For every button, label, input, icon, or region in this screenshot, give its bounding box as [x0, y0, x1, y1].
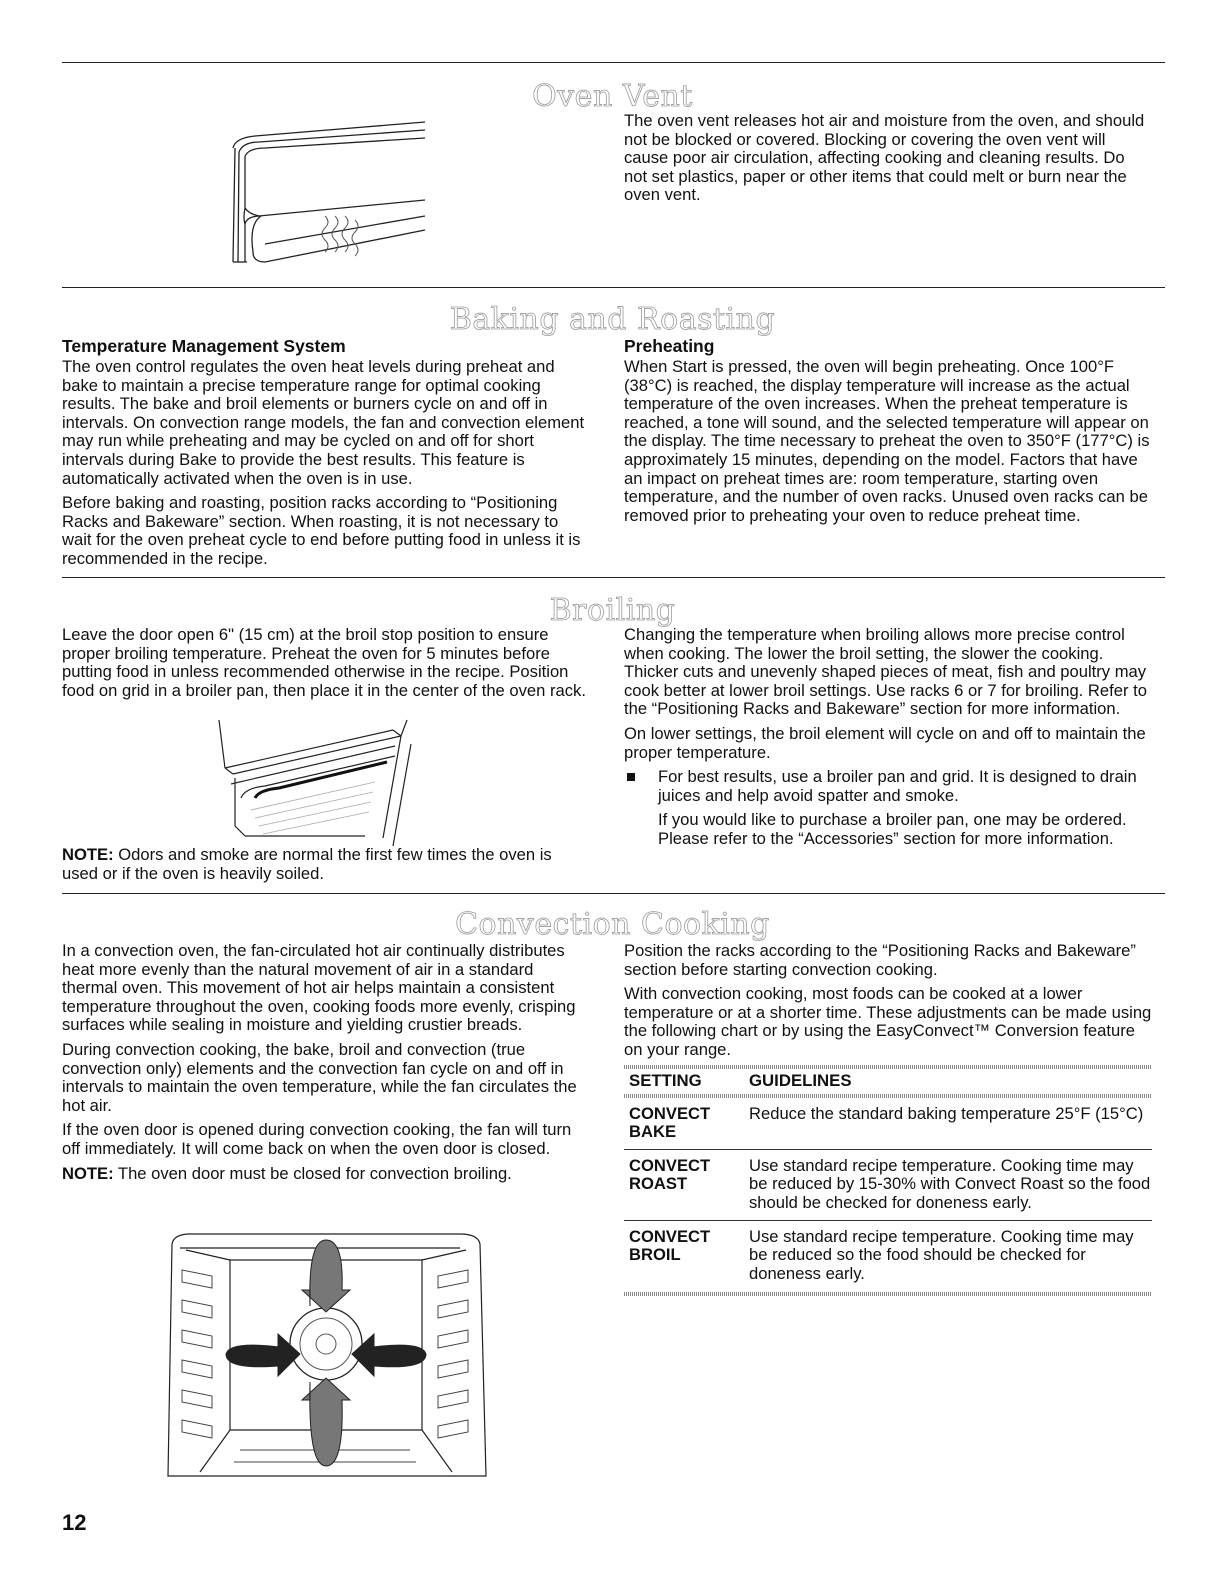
convection-note-paragraph — [62, 1165, 590, 1184]
convection-right-column — [624, 942, 1152, 1066]
baking-left-column — [62, 336, 590, 575]
broiling-note-label: NOTE: — [62, 845, 114, 864]
preheating-paragraph: When Start is pressed, the oven will begin preheating. Once 100°F (38°C) is reached, the display temperature will increase as the actual temperature of the oven increases. When the preheat temperature is reached, a tone will sound, and the selected temperature will appear on the display. The time necessary to preheat the oven to 350°F (177°C) is approximately 15 minutes, depending on the model. Factors that have an impact on preheat times are: room temperature, starting oven temperature, and the number of oven racks. Unused oven racks can be removed prior to preheating your oven to reduce preheat time. — [624, 357, 1150, 525]
convection-cooking-title: Convection Cooking — [455, 907, 770, 942]
top-rule — [62, 62, 1165, 63]
setting-cell — [624, 1105, 749, 1142]
broiler-pan-bullet-text: For best results, use a broiler pan and grid. It is designed to drain juices and help avoid spatter and smoke. — [658, 767, 1137, 805]
convection-right-paragraph-1: Position the racks according to the “Positioning Racks and Bakeware” section before starting convection cooking. — [624, 941, 1136, 979]
setting-cell — [624, 1228, 749, 1284]
setting-cell — [624, 1157, 749, 1213]
convection-guidelines-table — [624, 1065, 1152, 1296]
broiling-left-column — [62, 626, 590, 706]
broiling-note-paragraph — [62, 846, 590, 883]
setting-line-2: ROAST — [629, 1174, 688, 1194]
convection-left-column — [62, 942, 590, 1189]
baking-right-column — [624, 336, 1152, 531]
table-header-border — [624, 1094, 1152, 1098]
broiling-title: Broiling — [549, 593, 676, 628]
broiling-rule — [62, 577, 1165, 578]
tms-paragraph-1: The oven control regulates the oven heat levels during preheat and bake to maintain a precise temperature range for optimal cooking results. The bake and broil elements or burners cycle on and off in intervals. On convection range models, the fan and convection element may run while preheating and may be cycled on and off for short intervals during Bake to provide the best results. This feature is automatically activated when the oven is in use. — [62, 357, 585, 488]
broiling-right-paragraph-2: On lower settings, the broil element will cycle on and off to maintain the proper temperature. — [624, 723, 1146, 762]
oven-vent-title: Oven Vent — [532, 79, 693, 114]
guideline-cell: Use standard recipe temperature. Cooking time may be reduced by 15-30% with Convect Roast so the food should be checked for doneness early. — [749, 1155, 1151, 1212]
guideline-cell: Use standard recipe temperature. Cooking time may be reduced so the food should be checked for doneness early. — [749, 1226, 1134, 1283]
row-divider — [624, 1220, 1152, 1221]
oven-vent-illustration — [225, 112, 435, 272]
tms-heading: Temperature Management System — [62, 336, 346, 356]
table-bottom-border — [624, 1292, 1152, 1296]
convection-left-paragraph-3: If the oven door is opened during convection cooking, the fan will turn off immediately. It will come back on when the oven door is closed. — [62, 1120, 572, 1158]
page-number: 12 — [62, 1510, 87, 1535]
bullet-square-icon — [627, 773, 635, 781]
setting-line-1: CONVECT — [629, 1103, 711, 1123]
broiling-left-paragraph: Leave the door open 6" (15 cm) at the broil stop position to ensure proper broiling temperature. Preheat the oven for 5 minutes before putting food in unless recommended otherwise in the recipe. Position food on grid in a broiler pan, then place it in the center of the oven rack. — [62, 625, 586, 700]
setting-line-2: BAKE — [629, 1122, 677, 1142]
broiler-pan-order-text: If you would like to purchase a broiler pan, one may be ordered. Please refer to the “Accessories” section for more information. — [658, 810, 1127, 848]
broiling-right-column — [624, 626, 1152, 855]
convection-left-paragraph-2: During convection cooking, the bake, broil and convection (true convection only) elements and the convection fan cycle on and off in intervals to maintain the oven temperature, while the fan circulates the hot air. — [62, 1039, 577, 1115]
table-header-row — [624, 1069, 1152, 1094]
broiling-right-paragraph-1: Changing the temperature when broiling allows more precise control when cooking. The lower the broil setting, the slower the cooking. Thicker cuts and unevenly shaped pieces of meat, fish and poultry may cook better at lower broil settings. Use racks 6 or 7 for broiling. Refer to the “Positioning Racks and Bakeware” section for more information. — [624, 625, 1147, 719]
convection-oven-airflow-illustration — [160, 1230, 490, 1482]
table-row — [624, 1225, 1152, 1287]
header-setting: SETTING — [629, 1071, 702, 1090]
convection-rule — [62, 893, 1165, 894]
oven-vent-text: The oven vent releases hot air and moisture from the oven, and should not be blocked or covered. Blocking or covering the oven vent will cause poor air circulation, affecting cooking and cleaning results. Do not set plastics, paper or other items that could melt or burn near the oven vent. — [624, 111, 1145, 205]
table-row — [624, 1102, 1152, 1145]
convection-note-label: NOTE: — [62, 1163, 114, 1183]
setting-line-1: CONVECT — [629, 1155, 711, 1175]
row-divider — [624, 1149, 1152, 1150]
oven-vent-text-column — [624, 112, 1152, 211]
setting-line-2: BROIL — [629, 1245, 681, 1265]
broiling-note — [62, 846, 590, 889]
broiling-note-text: Odors and smoke are normal the first few times the oven is used or if the oven is heavily soiled. — [62, 845, 552, 883]
table-row — [624, 1154, 1152, 1216]
broiler-door-illustration — [215, 718, 420, 850]
baking-rule — [62, 287, 1165, 288]
setting-line-1: CONVECT — [629, 1226, 711, 1246]
baking-roasting-title: Baking and Roasting — [449, 302, 776, 337]
header-guidelines: GUIDELINES — [749, 1071, 852, 1090]
broiler-pan-bullet — [624, 768, 1152, 805]
convection-right-paragraph-2: With convection cooking, most foods can be cooked at a lower temperature or at a shorter time. These adjustments can be made using the following chart or by using the EasyConvect™ Conversion feature on your range. — [624, 984, 1152, 1059]
convection-note-text: The oven door must be closed for convection broiling. — [113, 1163, 512, 1183]
tms-paragraph-2: Before baking and roasting, position racks according to “Positioning Racks and Bakeware” section. When roasting, it is not necessary to wait for the oven preheat cycle to end before putting food in unless it is recommended in the recipe. — [62, 493, 581, 568]
guideline-cell: Reduce the standard baking temperature 25°F (15°C) — [749, 1103, 1144, 1123]
preheating-heading: Preheating — [624, 336, 715, 356]
convection-left-paragraph-1: In a convection oven, the fan-circulated hot air continually distributes heat more evenly than the natural movement of air in a standard thermal oven. This movement of hot air helps maintain a consistent temperature throughout the oven, cooking foods more evenly, crisping surfaces while sealing in moisture and yielding crustier breads. — [62, 941, 576, 1035]
